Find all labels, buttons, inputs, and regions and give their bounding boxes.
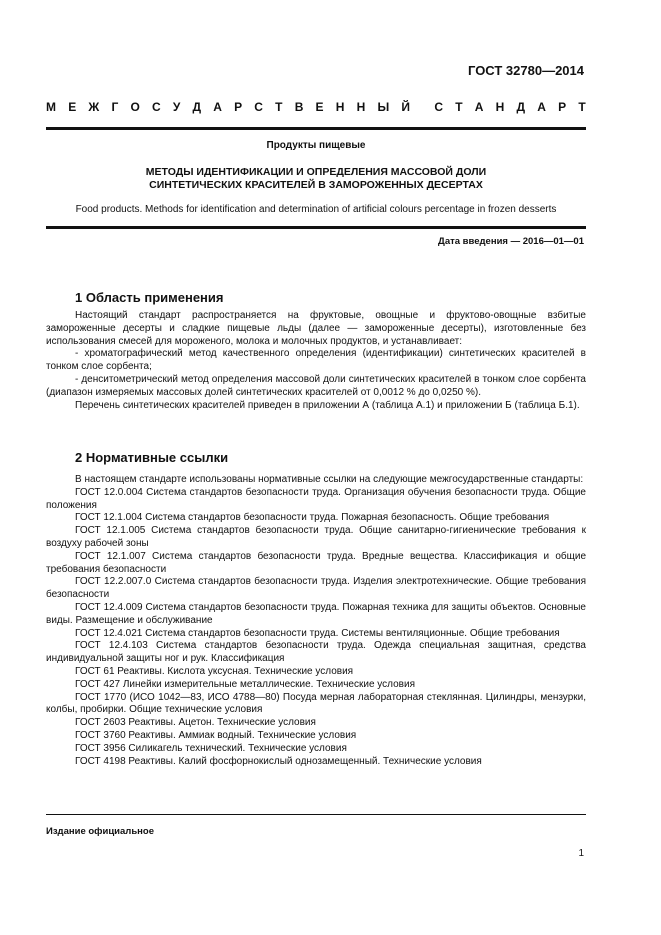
banner-letter: С [151,100,161,114]
reference-item: ГОСТ 2603 Реактивы. Ацетон. Технические условия [75,717,316,729]
banner-letter: Й [401,100,411,114]
banner-letter: Т [578,100,586,114]
banner-letter: М [46,100,56,114]
english-title: Food products. Methods for identification and determination of artificial colours percentage in frozen desserts [75,204,557,215]
document-title [46,166,586,192]
footer-rule [46,814,586,815]
banner-letter: Н [495,100,505,114]
banner-letter: Т [275,100,283,114]
title-line: СИНТЕТИЧЕСКИХ КРАСИТЕЛЕЙ В ЗАМОРОЖЕННЫХ ДЕСЕРТАХ [149,179,483,191]
page-number: 1 [578,848,584,859]
banner-letter: Н [335,100,345,114]
banner-letter: В [294,100,304,114]
banner-letter: Ж [88,100,100,114]
banner-letter: Г [111,100,119,114]
reference-item: ГОСТ 427 Линейки измерительные металлические. Технические условия [75,678,415,690]
banner-letter: Е [68,100,77,114]
reference-item: ГОСТ 3760 Реактивы. Аммиак водный. Технические условия [75,729,357,741]
title-rule [46,226,586,229]
reference-item: ГОСТ 12.1.007 Система стандартов безопасности труда. Вредные вещества. Классификация и общие требования безопасности [46,550,586,575]
reference-item: ГОСТ 1770 (ИСО 1042—83, ИСО 4788—80) Посуда мерная лабораторная стеклянная. Цилиндры, мензурки, колбы, пробирки. Общие технические условия [46,691,586,716]
reference-item: ГОСТ 12.4.009 Система стандартов безопасности труда. Пожарная техника для защиты объектов. Основные виды. Размещение и обслуживание [46,601,586,626]
banner-letter: Ы [377,100,390,114]
banner-letter: Н [356,100,366,114]
official-edition-note: Издание официальное [46,826,154,837]
banner-letter: Р [234,100,243,114]
paragraph: В настоящем стандарте использованы нормативные ссылки на следующие межгосударственные стандарты: [75,474,584,485]
paragraph: Перечень синтетических красителей приведен в приложении А (таблица А.1) и приложении Б (таблица Б.1). [75,399,580,411]
document-subtitle: Продукты пищевые [266,140,366,151]
banner-letter: А [474,100,484,114]
section-body [46,474,586,768]
banner-letter: А [213,100,222,114]
banner-letter: Д [516,100,526,114]
banner-letter: Р [558,100,567,114]
gost-number: ГОСТ 32780—2014 [468,63,584,78]
reference-item: ГОСТ 12.4.021 Система стандартов безопасности труда. Системы вентиляционные. Общие требования [75,627,560,639]
reference-item: ГОСТ 12.2.007.0 Система стандартов безопасности труда. Изделия электротехнические. Общие требования безопасности [46,576,586,601]
banner-letter: О [130,100,140,114]
reference-item: ГОСТ 4198 Реактивы. Калий фосфорнокислый однозамещенный. Технические условия [75,755,482,767]
reference-item: ГОСТ 12.0.004 Система стандартов безопасности труда. Организация обучения безопасности труда. Общие положения [46,486,586,511]
title-line: МЕТОДЫ ИДЕНТИФИКАЦИИ И ОПРЕДЕЛЕНИЯ МАССОВОЙ ДОЛИ [145,166,487,178]
section-body [46,310,586,412]
paragraph: - хроматографический метод качественного определения (идентификации) синтетических красителей в тонком слое сорбента; [46,348,586,373]
banner-letter: С [254,100,263,114]
banner-letter: Д [192,100,202,114]
section-heading: 1 Область применения [75,290,224,305]
banner-letter: У [172,100,181,114]
banner-letter: Е [315,100,324,114]
paragraph: - денситометрический метод определения массовой доли синтетических красителей в тонком слое сорбента (диапазон измеряемых массовых долей синтетических красителей от 0,0012 % до 0,0250 %). [46,373,586,398]
reference-item: ГОСТ 12.1.005 Система стандартов безопасности труда. Общие санитарно-гигиенические требования к воздуху рабочей зоны [46,525,586,549]
reference-item: ГОСТ 12.4.103 Система стандартов безопасности труда. Одежда специальная защитная, средства индивидуальной защиты ног и рук. Классификация [46,640,586,665]
reference-item: ГОСТ 12.1.004 Система стандартов безопасности труда. Пожарная безопасность. Общие требования [75,512,550,524]
banner-letter: С [434,100,444,114]
reference-item: ГОСТ 3956 Силикагель технический. Технические условия [75,742,347,754]
reference-item: ГОСТ 61 Реактивы. Кислота уксусная. Технические условия [75,665,354,677]
paragraph: Настоящий стандарт распространяется на фруктовые, овощные и фруктово-овощные взбитые замороженные десерты и сладкие пищевые льды (далее — замороженные десерты), изготовленные без использования смесей для мороженого, молока и молочных продуктов, и устанавливает: [46,310,586,347]
section-heading: 2 Нормативные ссылки [75,450,229,465]
introduction-date: Дата введения — 2016—01—01 [438,236,584,247]
header-rule [46,127,586,130]
interstate-standard-banner [46,100,586,114]
banner-letter: А [537,100,546,114]
banner-letter: Т [455,100,463,114]
